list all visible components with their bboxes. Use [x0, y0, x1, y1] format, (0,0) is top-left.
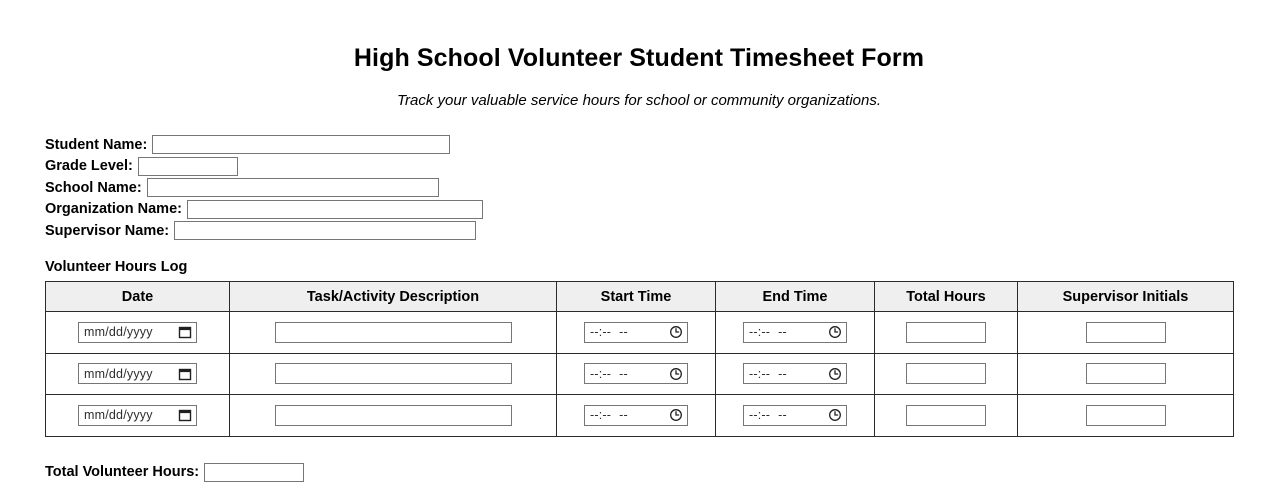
time-meridiem-placeholder-text: --	[619, 408, 628, 423]
cell-end-time	[716, 312, 875, 354]
cell-start-time	[557, 312, 716, 354]
table-row	[46, 312, 1234, 354]
calendar-icon[interactable]	[178, 408, 192, 422]
column-header-supervisor-initials: Supervisor Initials	[1018, 282, 1234, 312]
supervisor-initials-input-3[interactable]	[1086, 405, 1166, 426]
grade-level-input[interactable]	[138, 157, 238, 176]
time-meridiem-placeholder-text: --	[619, 366, 628, 381]
column-header-task-description: Task/Activity Description	[230, 282, 557, 312]
field-row-supervisor-name	[45, 220, 1233, 242]
cell-end-time	[716, 353, 875, 395]
page-title: High School Volunteer Student Timesheet Form	[353, 44, 925, 72]
cell-date	[46, 312, 230, 354]
school-name-input[interactable]	[147, 178, 439, 197]
clock-icon[interactable]	[669, 408, 683, 422]
date-input-2[interactable]	[78, 363, 197, 384]
grade-level-label: Grade Level:	[45, 158, 133, 174]
field-row-organization-name	[45, 199, 1233, 221]
cell-total-hours	[875, 353, 1018, 395]
cell-task-description	[230, 353, 557, 395]
student-name-input[interactable]	[152, 135, 450, 154]
date-input-3[interactable]	[78, 405, 197, 426]
volunteer-hours-log-table	[45, 281, 1234, 437]
table-body	[46, 312, 1234, 437]
volunteer-hours-log-heading: Volunteer Hours Log	[45, 258, 188, 275]
end-time-input-1[interactable]	[743, 322, 847, 343]
total-hours-input-1[interactable]	[906, 322, 986, 343]
time-placeholder-text: --:--	[590, 366, 612, 381]
start-time-input-2[interactable]	[584, 363, 688, 384]
field-row-student-name	[45, 134, 1233, 156]
time-meridiem-placeholder-text: --	[778, 325, 787, 340]
table-header-row	[46, 282, 1234, 312]
cell-task-description	[230, 395, 557, 437]
cell-total-hours	[875, 395, 1018, 437]
time-placeholder-text: --:--	[590, 408, 612, 423]
column-header-total-hours: Total Hours	[875, 282, 1018, 312]
cell-date	[46, 353, 230, 395]
total-hours-input-3[interactable]	[906, 405, 986, 426]
table-row	[46, 395, 1234, 437]
supervisor-name-label: Supervisor Name:	[45, 222, 170, 239]
date-placeholder-text: mm/dd/yyyy	[84, 325, 153, 340]
column-header-date: Date	[46, 282, 230, 312]
column-header-end-time: End Time	[716, 282, 875, 312]
task-description-input-1[interactable]	[275, 322, 512, 343]
time-placeholder-text: --:--	[590, 325, 612, 340]
calendar-icon[interactable]	[178, 325, 192, 339]
school-name-label: School Name:	[45, 179, 142, 196]
clock-icon[interactable]	[669, 367, 683, 381]
cell-supervisor-initials	[1018, 353, 1234, 395]
date-placeholder-text: mm/dd/yyyy	[84, 408, 153, 423]
cell-supervisor-initials	[1018, 395, 1234, 437]
supervisor-initials-input-1[interactable]	[1086, 322, 1166, 343]
cell-total-hours	[875, 312, 1018, 354]
total-volunteer-hours-row	[45, 437, 1233, 482]
table-row	[46, 353, 1234, 395]
column-header-start-time: Start Time	[557, 282, 716, 312]
page-subtitle: Track your valuable service hours for school or community organizations.	[396, 91, 882, 109]
time-meridiem-placeholder-text: --	[619, 325, 628, 340]
end-time-input-2[interactable]	[743, 363, 847, 384]
organization-name-label: Organization Name:	[45, 201, 182, 217]
total-volunteer-hours-label: Total Volunteer Hours:	[45, 463, 200, 480]
clock-icon[interactable]	[828, 367, 842, 381]
field-row-grade-level	[45, 156, 1233, 178]
student-info-fields	[45, 134, 1233, 242]
organization-name-input[interactable]	[187, 200, 483, 219]
task-description-input-3[interactable]	[275, 405, 512, 426]
time-meridiem-placeholder-text: --	[778, 408, 787, 423]
total-volunteer-hours-input[interactable]	[204, 463, 304, 482]
supervisor-initials-input-2[interactable]	[1086, 363, 1166, 384]
clock-icon[interactable]	[828, 408, 842, 422]
supervisor-name-input[interactable]	[174, 221, 476, 240]
student-name-label: Student Name:	[45, 136, 148, 153]
date-input-1[interactable]	[78, 322, 197, 343]
field-row-school-name	[45, 177, 1233, 199]
cell-date	[46, 395, 230, 437]
clock-icon[interactable]	[669, 325, 683, 339]
time-placeholder-text: --:--	[749, 366, 771, 381]
cell-start-time	[557, 395, 716, 437]
cell-supervisor-initials	[1018, 312, 1234, 354]
time-placeholder-text: --:--	[749, 325, 771, 340]
total-hours-input-2[interactable]	[906, 363, 986, 384]
task-description-input-2[interactable]	[275, 363, 512, 384]
cell-task-description	[230, 312, 557, 354]
start-time-input-3[interactable]	[584, 405, 688, 426]
cell-end-time	[716, 395, 875, 437]
time-placeholder-text: --:--	[749, 408, 771, 423]
cell-start-time	[557, 353, 716, 395]
time-meridiem-placeholder-text: --	[778, 366, 787, 381]
clock-icon[interactable]	[828, 325, 842, 339]
date-placeholder-text: mm/dd/yyyy	[84, 366, 153, 381]
start-time-input-1[interactable]	[584, 322, 688, 343]
calendar-icon[interactable]	[178, 367, 192, 381]
end-time-input-3[interactable]	[743, 405, 847, 426]
